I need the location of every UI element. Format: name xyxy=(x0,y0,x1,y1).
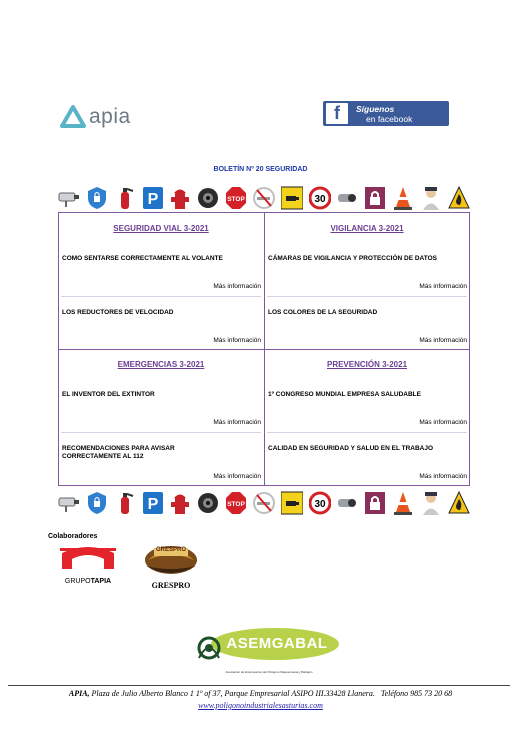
grupo-tapia-suffix: TAPIA xyxy=(90,578,112,585)
footer-address: Plaza de Julio Alberto Blanco 1 1º of 37, Parque Empresarial ASIPO III.33428 Llanera. xyxy=(91,689,375,698)
stop-sign-icon xyxy=(225,490,247,516)
article-title[interactable]: CALIDAD EN SEGURIDAD Y SALUD EN EL TRABAJO xyxy=(268,445,434,452)
padlock-icon xyxy=(364,185,386,211)
more-info-link[interactable]: Más información xyxy=(213,283,261,290)
svg-text:P: P xyxy=(147,496,158,513)
dome-camera-icon xyxy=(197,490,219,516)
shield-lock-icon xyxy=(86,490,108,516)
bulletin-title: BOLETÍN Nº 20 SEGURIDAD xyxy=(213,166,308,173)
fire-hydrant-icon xyxy=(169,490,191,516)
svg-text:30: 30 xyxy=(314,194,326,205)
article-title[interactable]: COMO SENTARSE CORRECTAMENTE AL VOLANTE xyxy=(62,255,223,262)
more-info-link[interactable]: Más información xyxy=(213,419,261,426)
no-smoking-icon xyxy=(253,490,275,516)
footer-address-line xyxy=(0,689,521,698)
more-info-link[interactable]: Más información xyxy=(419,419,467,426)
parking-sign-icon xyxy=(142,185,164,211)
video-surveillance-sign-icon xyxy=(281,185,303,211)
facebook-line1: Síguenos xyxy=(356,103,395,114)
speed-limit-30-icon xyxy=(309,490,331,516)
padlock-icon xyxy=(364,490,386,516)
section-title-emergencias[interactable]: EMERGENCIAS 3-2021 xyxy=(117,360,205,369)
asemgabal-caption: Asociación de Empresarios del Polígono Maqua-Gavaj y Babajón xyxy=(225,670,313,674)
svg-text:STOP: STOP xyxy=(227,196,245,203)
section-title-prevencion[interactable]: PREVENCIÓN 3-2021 xyxy=(326,360,408,369)
grupo-tapia-logo[interactable] xyxy=(58,545,118,585)
svg-text:P: P xyxy=(147,191,158,208)
asemgabal-logo[interactable] xyxy=(197,626,341,674)
shield-lock-icon xyxy=(86,185,108,211)
footer-website-link[interactable]: www.poligonoindustrialesasturias.com xyxy=(198,701,323,710)
flammable-warning-icon xyxy=(448,185,470,211)
security-camera-icon xyxy=(336,490,358,516)
grespro-logo[interactable] xyxy=(140,542,202,590)
facebook-line2: en facebook xyxy=(366,113,413,124)
footer-org: APIA, xyxy=(68,689,90,698)
facebook-icon: f xyxy=(326,103,348,124)
row-separator xyxy=(267,296,467,297)
article-title[interactable]: RECOMENDACIONES PARA AVISAR CORRECTAMENTE AL 112 xyxy=(62,445,175,460)
footer-phone: Teléfono 985 73 20 68 xyxy=(380,689,453,698)
no-smoking-icon xyxy=(253,185,275,211)
footer-rule xyxy=(8,685,510,686)
apia-logo xyxy=(60,103,140,131)
row-separator xyxy=(61,296,261,297)
fire-extinguisher-icon xyxy=(114,490,136,516)
speed-limit-30-icon xyxy=(309,185,331,211)
dome-camera-icon xyxy=(197,185,219,211)
safety-icon-strip-top xyxy=(58,183,470,213)
row-separator xyxy=(267,432,467,433)
more-info-link[interactable]: Más información xyxy=(419,473,467,480)
security-guard-icon xyxy=(420,185,442,211)
grupo-tapia-arch-icon xyxy=(58,545,118,571)
parking-sign-icon xyxy=(142,490,164,516)
security-camera-icon xyxy=(336,185,358,211)
article-title[interactable]: EL INVENTOR DEL EXTINTOR xyxy=(62,391,155,398)
fire-extinguisher-icon xyxy=(114,185,136,211)
traffic-cone-icon xyxy=(392,490,414,516)
flammable-warning-icon xyxy=(448,490,470,516)
cctv-camera-icon xyxy=(58,185,80,211)
asemgabal-wordmark: ASEMGABAL xyxy=(226,635,328,652)
stop-sign-icon xyxy=(225,185,247,211)
article-title[interactable]: 1º CONGRESO MUNDIAL EMPRESA SALUDABLE xyxy=(268,391,421,398)
apia-triangle-icon xyxy=(60,105,86,129)
safety-icon-strip-bottom xyxy=(58,488,470,518)
grespro-wordmark: GRESPRO xyxy=(151,581,191,590)
facebook-follow-button[interactable] xyxy=(323,101,449,126)
grupo-tapia-prefix: GRUPO xyxy=(64,578,91,585)
more-info-link[interactable]: Más información xyxy=(419,283,467,290)
article-title[interactable]: LOS COLORES DE LA SEGURIDAD xyxy=(268,309,378,316)
security-guard-icon xyxy=(420,490,442,516)
grid-divider-horizontal xyxy=(58,349,470,350)
cctv-camera-icon xyxy=(58,490,80,516)
section-title-seguridad-vial[interactable]: SEGURIDAD VIAL 3-2021 xyxy=(113,224,209,233)
traffic-cone-icon xyxy=(392,185,414,211)
article-title[interactable]: LOS REDUCTORES DE VELOCIDAD xyxy=(62,309,174,316)
more-info-link[interactable]: Más información xyxy=(213,473,261,480)
svg-text:STOP: STOP xyxy=(227,501,245,508)
row-separator xyxy=(61,432,261,433)
more-info-link[interactable]: Más información xyxy=(419,337,467,344)
collaborators-label: Colaboradores xyxy=(48,533,98,540)
article-title[interactable]: CÁMARAS DE VIGILANCIA Y PROTECCIÓN DE DATOS xyxy=(268,255,438,262)
svg-text:30: 30 xyxy=(314,499,326,510)
fire-hydrant-icon xyxy=(169,185,191,211)
more-info-link[interactable]: Más información xyxy=(213,337,261,344)
section-title-vigilancia[interactable]: VIGILANCIA 3-2021 xyxy=(330,224,404,233)
grespro-banner-text: GRESPRO xyxy=(155,547,186,553)
video-surveillance-sign-icon xyxy=(281,490,303,516)
apia-wordmark: apia xyxy=(89,105,131,128)
